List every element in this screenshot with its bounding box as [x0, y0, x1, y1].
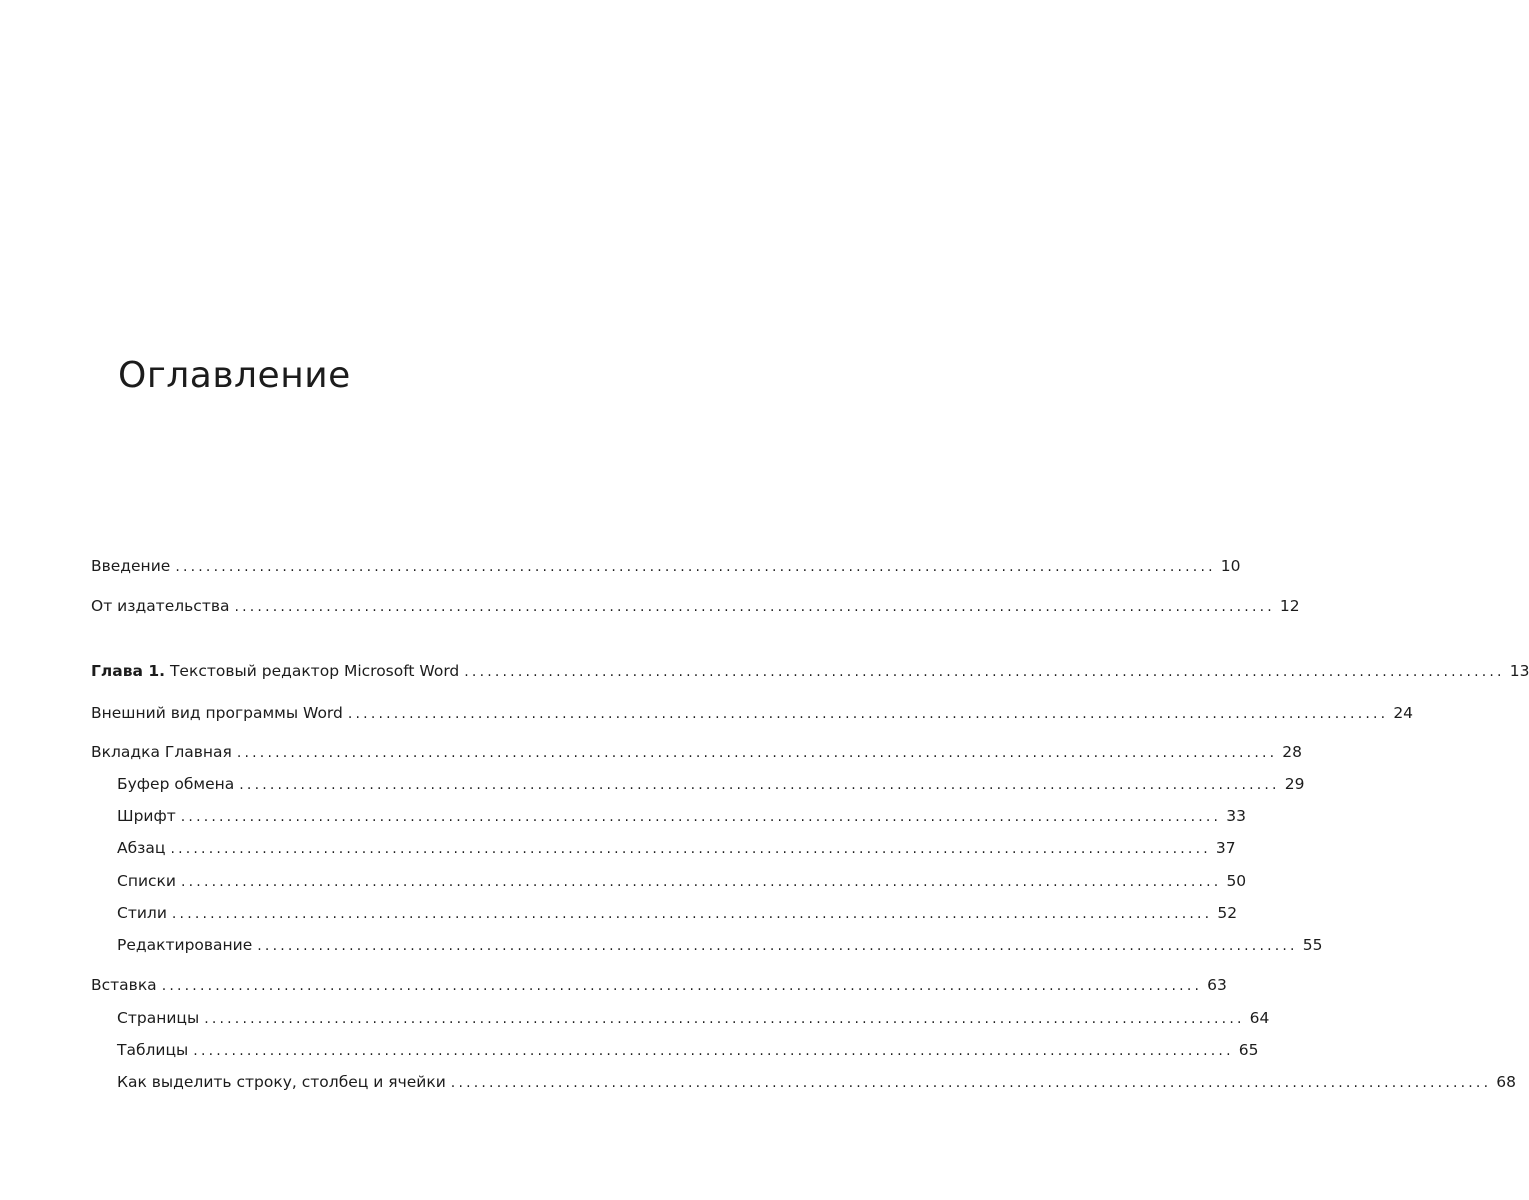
dot-leader: ........................................................................................................................................	[204, 1011, 1245, 1027]
toc-entry-label: Стили	[117, 904, 167, 922]
dot-leader: ........................................................................................................................................	[180, 809, 1222, 825]
toc-entry-label: Абзац	[117, 839, 166, 857]
toc-entry-pages[interactable]	[117, 1006, 1270, 1030]
dot-leader: ........................................................................................................................................	[450, 1075, 1492, 1091]
dot-leader: ........................................................................................................................................	[257, 938, 1298, 954]
toc-page-number: 37	[1215, 839, 1236, 857]
dot-leader: ........................................................................................................................................	[464, 664, 1505, 680]
toc-page-number: 65	[1238, 1041, 1259, 1059]
toc-entry-lists[interactable]	[117, 869, 1247, 893]
chapter-number: Глава 1.	[91, 662, 166, 680]
toc-page-number: 52	[1217, 904, 1238, 922]
dot-leader: ........................................................................................................................................	[170, 841, 1211, 857]
toc-entry-label: Редактирование	[117, 936, 253, 954]
dot-leader: ........................................................................................................................................	[181, 874, 1222, 890]
toc-entry-label: Страницы	[117, 1009, 200, 1027]
toc-entry-label: Введение	[91, 557, 171, 575]
toc-entry-label: Вкладка Главная	[91, 743, 232, 761]
toc-page-number: 50	[1226, 872, 1247, 890]
toc-entry-home-tab[interactable]	[91, 740, 1303, 764]
toc-entry-label: От издательства	[91, 597, 230, 615]
dot-leader: ........................................................................................................................................	[239, 777, 1280, 793]
toc-entry-label: Буфер обмена	[117, 775, 235, 793]
toc-entry-label	[91, 659, 459, 683]
dot-leader: ........................................................................................................................................	[175, 559, 1216, 575]
toc-entry-introduction[interactable]	[91, 554, 1241, 578]
dot-leader: ........................................................................................................................................	[236, 745, 1278, 761]
toc-page-number: 12	[1279, 597, 1300, 615]
toc-page-number: 28	[1282, 743, 1303, 761]
toc-entry-insert[interactable]	[91, 973, 1227, 997]
toc-entry-from-publisher[interactable]	[91, 594, 1300, 618]
toc-entry-editing[interactable]	[117, 933, 1323, 957]
page-title: Оглавление	[118, 355, 351, 396]
toc-entry-styles[interactable]	[117, 901, 1238, 925]
toc-entry-select-row-column-cells[interactable]	[117, 1070, 1516, 1094]
toc-page-number: 24	[1393, 704, 1414, 722]
dot-leader: ........................................................................................................................................	[193, 1043, 1234, 1059]
toc-entry-label: Вставка	[91, 976, 157, 994]
toc-entry-label: Списки	[117, 872, 176, 890]
toc-page-number: 63	[1207, 976, 1227, 994]
toc-page-number: 33	[1226, 807, 1246, 825]
toc-entry-word-appearance[interactable]	[91, 701, 1414, 725]
dot-leader: ........................................................................................................................................	[171, 906, 1213, 922]
toc-page-number: 10	[1220, 557, 1241, 575]
dot-leader: ........................................................................................................................................	[234, 599, 1275, 615]
chapter-title: Текстовый редактор Microsoft Word	[165, 662, 460, 680]
toc-page-number: 68	[1496, 1073, 1516, 1091]
toc-page-number: 13	[1509, 662, 1529, 680]
toc-entry-chapter-1[interactable]	[91, 659, 1529, 683]
toc-entry-clipboard[interactable]	[117, 772, 1305, 796]
toc-entry-font[interactable]	[117, 804, 1246, 828]
dot-leader: ........................................................................................................................................	[161, 978, 1203, 994]
dot-leader: ........................................................................................................................................	[347, 706, 1389, 722]
toc-entry-paragraph[interactable]	[117, 836, 1236, 860]
toc-entry-label: Таблицы	[117, 1041, 189, 1059]
toc-entry-label: Как выделить строку, столбец и ячейки	[117, 1073, 446, 1091]
toc-page-number: 29	[1284, 775, 1305, 793]
toc-page-number: 64	[1249, 1009, 1270, 1027]
toc-entry-label: Шрифт	[117, 807, 176, 825]
toc-entry-tables[interactable]	[117, 1038, 1259, 1062]
toc-entry-label: Внешний вид программы Word	[91, 704, 343, 722]
toc-page-number: 55	[1302, 936, 1323, 954]
